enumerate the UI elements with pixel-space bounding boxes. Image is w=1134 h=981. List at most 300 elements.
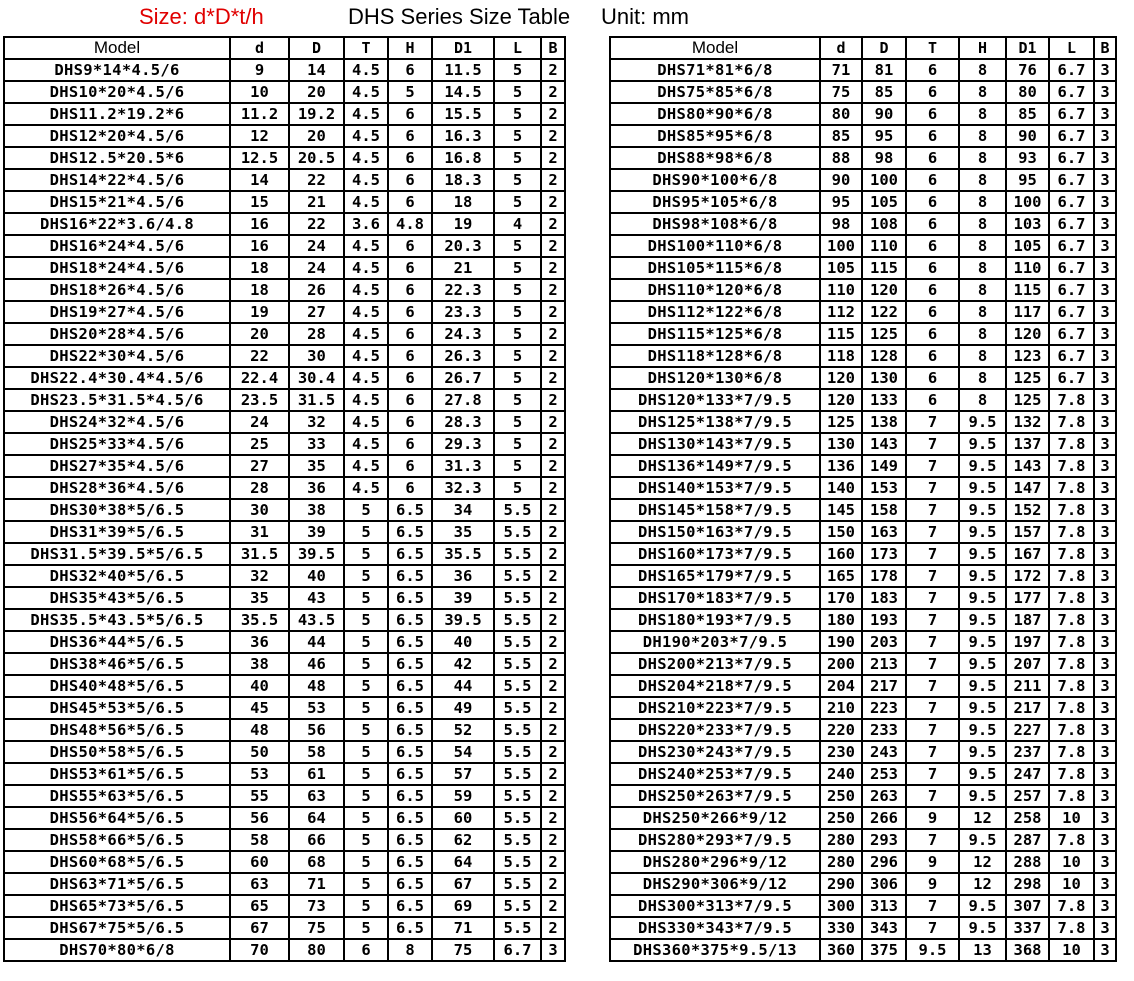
- cell-h: 9.5: [959, 719, 1006, 741]
- cell-b: 3: [1094, 169, 1116, 191]
- cell-outer-d: 100: [862, 169, 906, 191]
- cell-d1: 298: [1006, 873, 1049, 895]
- cell-t: 5: [344, 829, 388, 851]
- cell-t: 4.5: [344, 279, 388, 301]
- cell-t: 4.5: [344, 345, 388, 367]
- table-row: [610, 829, 1116, 851]
- cell-l: 7.8: [1049, 653, 1094, 675]
- table-row: [610, 543, 1116, 565]
- cell-model: DHS250*263*7/9.5: [610, 785, 820, 807]
- table-row: [610, 455, 1116, 477]
- cell-model: DHS110*120*6/8: [610, 279, 820, 301]
- cell-outer-d: 35: [289, 455, 344, 477]
- table-row: [610, 741, 1116, 763]
- cell-d: 40: [230, 675, 289, 697]
- cell-h: 6.5: [388, 807, 432, 829]
- cell-l: 5.5: [494, 895, 541, 917]
- cell-d1: 125: [1006, 367, 1049, 389]
- table-row: [610, 763, 1116, 785]
- cell-d1: 21: [432, 257, 494, 279]
- cell-h: 6.5: [388, 675, 432, 697]
- cell-outer-d: 27: [289, 301, 344, 323]
- cell-outer-d: 44: [289, 631, 344, 653]
- cell-outer-d: 128: [862, 345, 906, 367]
- cell-b: 2: [541, 697, 565, 719]
- cell-h: 6: [388, 125, 432, 147]
- cell-d: 16: [230, 213, 289, 235]
- cell-outer-d: 296: [862, 851, 906, 873]
- cell-d1: 187: [1006, 609, 1049, 631]
- table-row: [4, 323, 565, 345]
- cell-b: 2: [541, 785, 565, 807]
- cell-outer-d: 149: [862, 455, 906, 477]
- cell-b: 2: [541, 323, 565, 345]
- cell-t: 5: [344, 653, 388, 675]
- cell-model: DH190*203*7/9.5: [610, 631, 820, 653]
- cell-d1: 258: [1006, 807, 1049, 829]
- cell-l: 5.5: [494, 741, 541, 763]
- cell-l: 7.8: [1049, 411, 1094, 433]
- table-row: [4, 345, 565, 367]
- cell-model: DHS170*183*7/9.5: [610, 587, 820, 609]
- cell-outer-d: 183: [862, 587, 906, 609]
- cell-b: 2: [541, 433, 565, 455]
- cell-b: 2: [541, 81, 565, 103]
- cell-l: 5: [494, 301, 541, 323]
- cell-d1: 217: [1006, 697, 1049, 719]
- cell-t: 7: [906, 631, 959, 653]
- cell-outer-d: 133: [862, 389, 906, 411]
- cell-d: 25: [230, 433, 289, 455]
- cell-b: 2: [541, 147, 565, 169]
- cell-b: 3: [1094, 807, 1116, 829]
- cell-t: 5: [344, 895, 388, 917]
- cell-d1: 62: [432, 829, 494, 851]
- table-row: [4, 477, 565, 499]
- cell-d1: 49: [432, 697, 494, 719]
- cell-h: 6: [388, 477, 432, 499]
- cell-h: 8: [959, 367, 1006, 389]
- cell-b: 2: [541, 873, 565, 895]
- cell-outer-d: 193: [862, 609, 906, 631]
- cell-t: 4.5: [344, 147, 388, 169]
- cell-d1: 93: [1006, 147, 1049, 169]
- cell-model: DHS118*128*6/8: [610, 345, 820, 367]
- cell-l: 5.5: [494, 873, 541, 895]
- cell-d1: 247: [1006, 763, 1049, 785]
- cell-model: DHS32*40*5/6.5: [4, 565, 230, 587]
- cell-model: DHS60*68*5/6.5: [4, 851, 230, 873]
- column-header-d1: D1: [1006, 37, 1049, 59]
- cell-d1: 227: [1006, 719, 1049, 741]
- cell-d1: 123: [1006, 345, 1049, 367]
- cell-outer-d: 138: [862, 411, 906, 433]
- cell-d: 19: [230, 301, 289, 323]
- cell-model: DHS58*66*5/6.5: [4, 829, 230, 851]
- table-row: [4, 609, 565, 631]
- cell-t: 7: [906, 587, 959, 609]
- cell-b: 3: [1094, 103, 1116, 125]
- cell-model: DHS65*73*5/6.5: [4, 895, 230, 917]
- cell-model: DHS56*64*5/6.5: [4, 807, 230, 829]
- cell-b: 2: [541, 675, 565, 697]
- cell-outer-d: 22: [289, 213, 344, 235]
- cell-model: DHS300*313*7/9.5: [610, 895, 820, 917]
- cell-d: 150: [820, 521, 862, 543]
- table-row: [4, 741, 565, 763]
- cell-model: DHS220*233*7/9.5: [610, 719, 820, 741]
- cell-outer-d: 31.5: [289, 389, 344, 411]
- cell-d: 53: [230, 763, 289, 785]
- cell-b: 2: [541, 895, 565, 917]
- cell-l: 5: [494, 257, 541, 279]
- table-row: [4, 675, 565, 697]
- cell-outer-d: 343: [862, 917, 906, 939]
- cell-d1: 120: [1006, 323, 1049, 345]
- cell-d1: 35.5: [432, 543, 494, 565]
- cell-model: DHS11.2*19.2*6: [4, 103, 230, 125]
- cell-t: 5: [344, 609, 388, 631]
- cell-b: 3: [1094, 125, 1116, 147]
- cell-outer-d: 122: [862, 301, 906, 323]
- cell-d: 30: [230, 499, 289, 521]
- cell-l: 7.8: [1049, 499, 1094, 521]
- cell-b: 2: [541, 389, 565, 411]
- cell-outer-d: 375: [862, 939, 906, 961]
- column-header-model: Model: [610, 37, 820, 59]
- table-row: [610, 631, 1116, 653]
- cell-d: 9: [230, 59, 289, 81]
- cell-d: 27: [230, 455, 289, 477]
- cell-b: 2: [541, 125, 565, 147]
- table-row: [4, 653, 565, 675]
- cell-l: 5: [494, 279, 541, 301]
- cell-t: 4.5: [344, 477, 388, 499]
- cell-b: 2: [541, 345, 565, 367]
- table-row: [610, 345, 1116, 367]
- column-header-b: B: [541, 37, 565, 59]
- table-row: [610, 279, 1116, 301]
- cell-t: 7: [906, 653, 959, 675]
- cell-outer-d: 14: [289, 59, 344, 81]
- cell-outer-d: 306: [862, 873, 906, 895]
- table-row: [4, 367, 565, 389]
- table-row: [610, 213, 1116, 235]
- cell-d: 190: [820, 631, 862, 653]
- cell-d1: 22.3: [432, 279, 494, 301]
- cell-d: 63: [230, 873, 289, 895]
- cell-t: 7: [906, 543, 959, 565]
- cell-h: 9.5: [959, 653, 1006, 675]
- cell-l: 7.8: [1049, 697, 1094, 719]
- cell-b: 2: [541, 499, 565, 521]
- cell-t: 5: [344, 521, 388, 543]
- cell-outer-d: 266: [862, 807, 906, 829]
- cell-model: DHS290*306*9/12: [610, 873, 820, 895]
- cell-d1: 16.8: [432, 147, 494, 169]
- cell-h: 6.5: [388, 873, 432, 895]
- cell-d: 22.4: [230, 367, 289, 389]
- cell-t: 7: [906, 565, 959, 587]
- cell-h: 13: [959, 939, 1006, 961]
- cell-d: 250: [820, 785, 862, 807]
- cell-outer-d: 263: [862, 785, 906, 807]
- column-header-b: B: [1094, 37, 1116, 59]
- cell-l: 7.8: [1049, 389, 1094, 411]
- table-row: [610, 719, 1116, 741]
- cell-b: 3: [1094, 59, 1116, 81]
- table-row: [610, 807, 1116, 829]
- cell-model: DHS12.5*20.5*6: [4, 147, 230, 169]
- cell-h: 9.5: [959, 521, 1006, 543]
- cell-h: 8: [959, 147, 1006, 169]
- cell-d1: 197: [1006, 631, 1049, 653]
- table-row: [4, 213, 565, 235]
- cell-model: DHS204*218*7/9.5: [610, 675, 820, 697]
- cell-l: 5: [494, 103, 541, 125]
- table-row: [610, 169, 1116, 191]
- cell-model: DHS27*35*4.5/6: [4, 455, 230, 477]
- table-row: [4, 521, 565, 543]
- cell-outer-d: 30: [289, 345, 344, 367]
- cell-t: 5: [344, 499, 388, 521]
- cell-t: 6: [906, 169, 959, 191]
- cell-l: 10: [1049, 873, 1094, 895]
- table-row: [4, 939, 565, 961]
- table-row: [4, 411, 565, 433]
- cell-h: 8: [959, 191, 1006, 213]
- cell-d1: 132: [1006, 411, 1049, 433]
- cell-l: 6.7: [1049, 103, 1094, 125]
- cell-outer-d: 20: [289, 125, 344, 147]
- cell-outer-d: 68: [289, 851, 344, 873]
- cell-outer-d: 48: [289, 675, 344, 697]
- cell-l: 6.7: [1049, 301, 1094, 323]
- cell-d: 20: [230, 323, 289, 345]
- cell-d1: 64: [432, 851, 494, 873]
- cell-d: 70: [230, 939, 289, 961]
- cell-model: DHS105*115*6/8: [610, 257, 820, 279]
- cell-h: 9.5: [959, 675, 1006, 697]
- cell-outer-d: 115: [862, 257, 906, 279]
- cell-model: DHS10*20*4.5/6: [4, 81, 230, 103]
- cell-b: 3: [1094, 697, 1116, 719]
- cell-outer-d: 81: [862, 59, 906, 81]
- table-row: [610, 411, 1116, 433]
- cell-t: 5: [344, 631, 388, 653]
- page-header: [0, 0, 1134, 34]
- cell-d: 80: [820, 103, 862, 125]
- cell-l: 7.8: [1049, 609, 1094, 631]
- cell-outer-d: 98: [862, 147, 906, 169]
- cell-model: DHS23.5*31.5*4.5/6: [4, 389, 230, 411]
- cell-l: 5.5: [494, 763, 541, 785]
- cell-t: 5: [344, 675, 388, 697]
- cell-h: 6.5: [388, 631, 432, 653]
- header-row: [4, 37, 565, 59]
- cell-t: 6: [906, 389, 959, 411]
- cell-l: 7.8: [1049, 455, 1094, 477]
- cell-model: DHS9*14*4.5/6: [4, 59, 230, 81]
- cell-outer-d: 71: [289, 873, 344, 895]
- cell-outer-d: 80: [289, 939, 344, 961]
- cell-d: 16: [230, 235, 289, 257]
- cell-d: 55: [230, 785, 289, 807]
- cell-b: 3: [1094, 213, 1116, 235]
- cell-l: 10: [1049, 939, 1094, 961]
- cell-l: 6.7: [1049, 191, 1094, 213]
- cell-h: 12: [959, 851, 1006, 873]
- table-row: [610, 785, 1116, 807]
- cell-d1: 28.3: [432, 411, 494, 433]
- cell-t: 5: [344, 763, 388, 785]
- cell-l: 6.7: [1049, 59, 1094, 81]
- column-header-l: L: [1049, 37, 1094, 59]
- cell-b: 3: [1094, 499, 1116, 521]
- cell-b: 3: [1094, 235, 1116, 257]
- cell-d: 58: [230, 829, 289, 851]
- cell-outer-d: 217: [862, 675, 906, 697]
- cell-t: 4.5: [344, 455, 388, 477]
- cell-l: 5.5: [494, 543, 541, 565]
- cell-h: 9.5: [959, 543, 1006, 565]
- cell-d: 23.5: [230, 389, 289, 411]
- cell-b: 3: [1094, 477, 1116, 499]
- cell-l: 5: [494, 367, 541, 389]
- cell-model: DHS360*375*9.5/13: [610, 939, 820, 961]
- cell-t: 5: [344, 741, 388, 763]
- cell-l: 7.8: [1049, 829, 1094, 851]
- table-row: [4, 565, 565, 587]
- cell-d1: 60: [432, 807, 494, 829]
- cell-b: 2: [541, 301, 565, 323]
- cell-b: 3: [1094, 543, 1116, 565]
- cell-d1: 20.3: [432, 235, 494, 257]
- cell-h: 6: [388, 345, 432, 367]
- cell-l: 10: [1049, 807, 1094, 829]
- cell-l: 6.7: [494, 939, 541, 961]
- cell-l: 5: [494, 59, 541, 81]
- cell-d1: 237: [1006, 741, 1049, 763]
- cell-d1: 143: [1006, 455, 1049, 477]
- cell-b: 3: [1094, 433, 1116, 455]
- cell-d: 240: [820, 763, 862, 785]
- cell-l: 5: [494, 235, 541, 257]
- cell-d: 22: [230, 345, 289, 367]
- cell-d: 71: [820, 59, 862, 81]
- cell-t: 7: [906, 895, 959, 917]
- cell-d: 280: [820, 829, 862, 851]
- cell-h: 12: [959, 873, 1006, 895]
- cell-d1: 32.3: [432, 477, 494, 499]
- cell-h: 8: [959, 345, 1006, 367]
- cell-d1: 115: [1006, 279, 1049, 301]
- cell-outer-d: 313: [862, 895, 906, 917]
- cell-d: 36: [230, 631, 289, 653]
- column-header-d: d: [230, 37, 289, 59]
- cell-outer-d: 213: [862, 653, 906, 675]
- cell-b: 3: [1094, 587, 1116, 609]
- size-formula: Size: d*D*t/h: [139, 4, 264, 29]
- cell-d: 98: [820, 213, 862, 235]
- cell-h: 4.8: [388, 213, 432, 235]
- cell-l: 7.8: [1049, 719, 1094, 741]
- cell-model: DHS48*56*5/6.5: [4, 719, 230, 741]
- cell-h: 9.5: [959, 477, 1006, 499]
- table-row: [610, 389, 1116, 411]
- cell-d1: 18: [432, 191, 494, 213]
- cell-t: 7: [906, 411, 959, 433]
- cell-b: 3: [1094, 741, 1116, 763]
- cell-d1: 90: [1006, 125, 1049, 147]
- cell-h: 6.5: [388, 895, 432, 917]
- cell-d1: 137: [1006, 433, 1049, 455]
- table-row: [610, 367, 1116, 389]
- cell-d1: 16.3: [432, 125, 494, 147]
- table-row: [4, 763, 565, 785]
- cell-d1: 39.5: [432, 609, 494, 631]
- table-row: [4, 829, 565, 851]
- cell-d: 85: [820, 125, 862, 147]
- cell-b: 3: [1094, 455, 1116, 477]
- cell-l: 5.5: [494, 631, 541, 653]
- cell-outer-d: 20: [289, 81, 344, 103]
- cell-d: 14: [230, 169, 289, 191]
- cell-h: 9.5: [959, 763, 1006, 785]
- cell-b: 2: [541, 653, 565, 675]
- table-row: [610, 851, 1116, 873]
- cell-h: 8: [959, 125, 1006, 147]
- cell-h: 8: [959, 389, 1006, 411]
- cell-t: 4.5: [344, 411, 388, 433]
- cell-d1: 177: [1006, 587, 1049, 609]
- cell-d: 105: [820, 257, 862, 279]
- cell-outer-d: 39: [289, 521, 344, 543]
- cell-model: DHS160*173*7/9.5: [610, 543, 820, 565]
- cell-model: DHS38*46*5/6.5: [4, 653, 230, 675]
- cell-d: 170: [820, 587, 862, 609]
- cell-model: DHS50*58*5/6.5: [4, 741, 230, 763]
- table-row: [4, 279, 565, 301]
- table-row: [610, 103, 1116, 125]
- cell-b: 2: [541, 169, 565, 191]
- cell-outer-d: 90: [862, 103, 906, 125]
- table-row: [610, 499, 1116, 521]
- cell-l: 7.8: [1049, 785, 1094, 807]
- cell-d1: 257: [1006, 785, 1049, 807]
- cell-d1: 125: [1006, 389, 1049, 411]
- cell-d1: 152: [1006, 499, 1049, 521]
- table-row: [610, 917, 1116, 939]
- table-row: [4, 917, 565, 939]
- cell-b: 3: [1094, 367, 1116, 389]
- cell-t: 5: [344, 565, 388, 587]
- table-row: [4, 235, 565, 257]
- cell-d1: 54: [432, 741, 494, 763]
- cell-b: 2: [541, 917, 565, 939]
- cell-h: 9.5: [959, 609, 1006, 631]
- table-row: [610, 59, 1116, 81]
- cell-model: DHS330*343*7/9.5: [610, 917, 820, 939]
- cell-outer-d: 173: [862, 543, 906, 565]
- cell-l: 7.8: [1049, 741, 1094, 763]
- cell-h: 8: [388, 939, 432, 961]
- cell-b: 2: [541, 521, 565, 543]
- column-header-outer-d: D: [862, 37, 906, 59]
- cell-b: 3: [1094, 829, 1116, 851]
- cell-d1: 117: [1006, 301, 1049, 323]
- cell-d1: 100: [1006, 191, 1049, 213]
